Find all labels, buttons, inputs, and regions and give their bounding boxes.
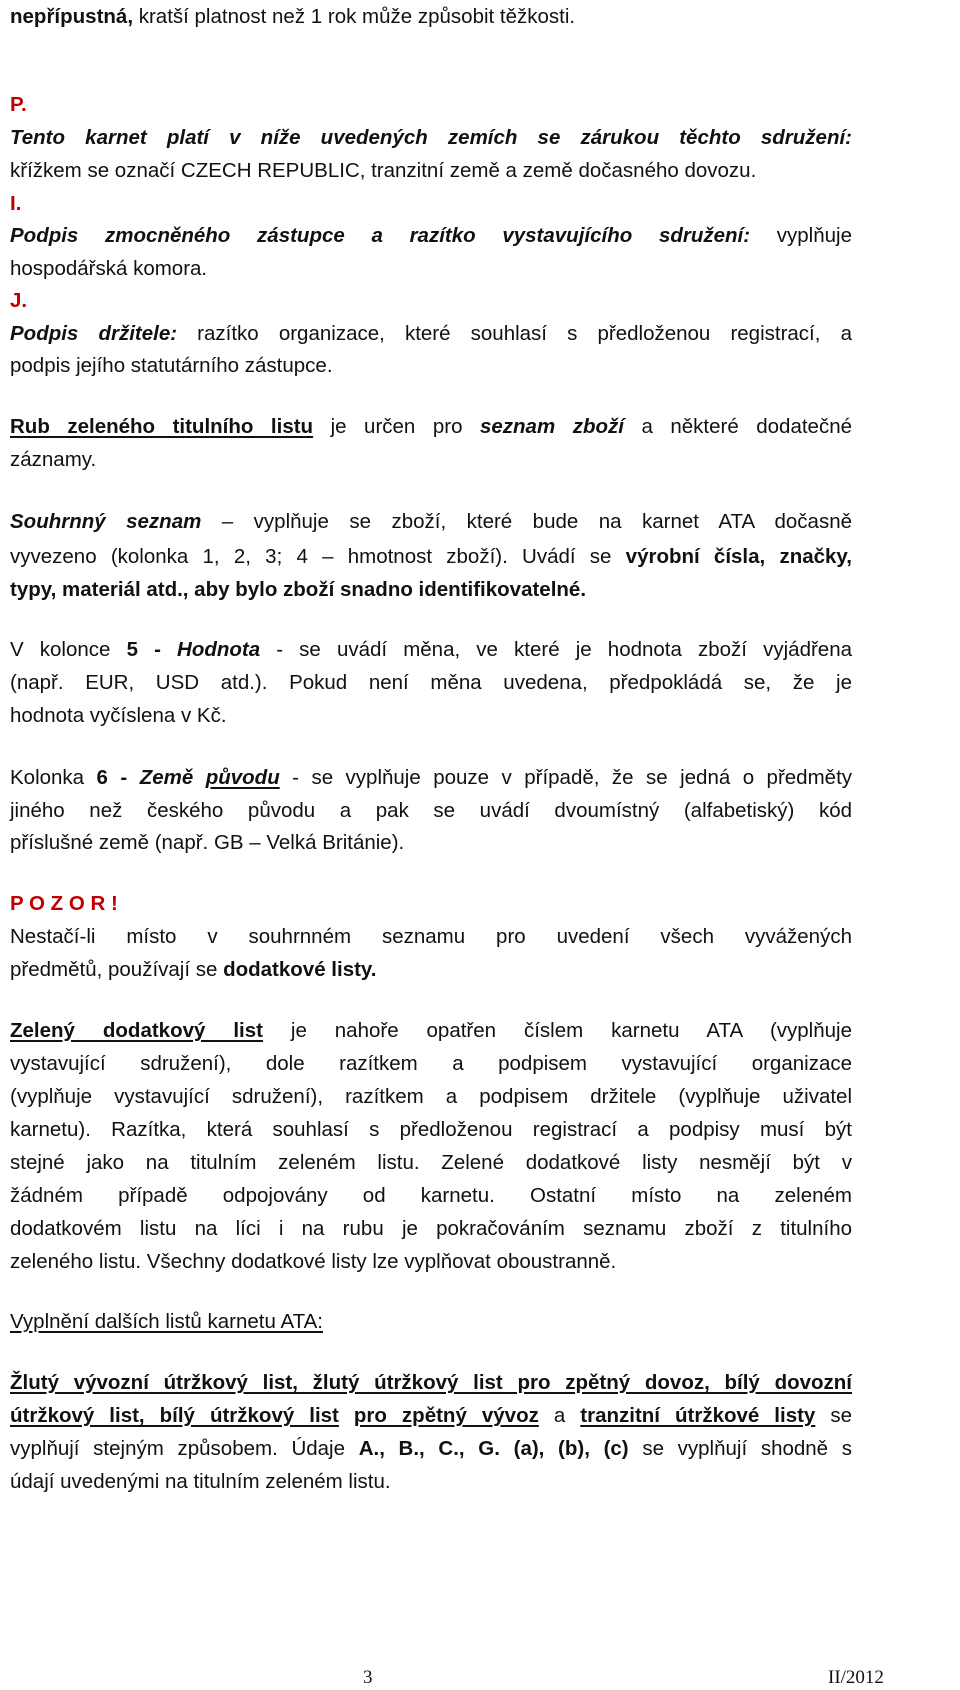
pozor-line2: předmětů, používají se dodatkové listy. <box>10 958 377 981</box>
section-p-lead: Tento karnet platí v níže uvedených zemích se zárukou těchto sdružení: <box>10 126 852 149</box>
pozor-line1: Nestačí-li místo v souhrnném seznamu pro uvedení všech vyvážených <box>10 925 852 948</box>
section-j-text: podpis jejího statutárního zástupce. <box>10 354 333 377</box>
intro-line: nepřípustná, kratší platnost než 1 rok může způsobit těžkosti. <box>10 5 576 28</box>
pozor-heading: P O Z O R ! <box>10 892 118 915</box>
souhrnny-line2: vyvezeno (kolonka 1, 2, 3; 4 – hmotnost zboží). Uvádí se výrobní čísla, značky, <box>10 545 852 568</box>
section-i-lead: Podpis zmocněného zástupce a razítko vystavujícího sdružení: vyplňuje <box>10 224 852 247</box>
zeleny-line6: žádném případě odpojovány od karnetu. Ostatní místo na zeleném <box>10 1184 852 1207</box>
zeleny-line1: Zelený dodatkový list je nahoře opatřen číslem karnetu ATA (vyplňuje <box>10 1019 852 1042</box>
zluty-line1: Žlutý vývozní útržkový list, žlutý útržkový list pro zpětný dovoz, bílý dovozní <box>10 1371 852 1394</box>
zeleny-line5: stejné jako na titulním zeleném listu. Zelené dodatkové listy nesmějí být v <box>10 1151 852 1174</box>
zeleny-line8: zeleného listu. Všechny dodatkové listy lze vyplňovat oboustranně. <box>10 1250 617 1273</box>
souhrnny-line1: Souhrnný seznam – vyplňuje se zboží, které bude na karnet ATA dočasně <box>10 510 852 533</box>
section-p-text: křížkem se označí CZECH REPUBLIC, tranzitní země a země dočasného dovozu. <box>10 159 757 182</box>
section-j-letter: J. <box>10 289 28 312</box>
zeleny-line7: dodatkovém listu na líci i na rubu je pokračováním seznamu zboží z titulního <box>10 1217 852 1240</box>
section-j-lead: Podpis držitele: razítko organizace, které souhlasí s předloženou registrací, a <box>10 322 852 345</box>
rub-paragraph-line2: záznamy. <box>10 448 97 471</box>
section-i-letter: I. <box>10 192 22 215</box>
rub-paragraph-line1: Rub zeleného titulního listu je určen pro seznam zboží a některé dodatečné <box>10 415 852 438</box>
vyplneni-heading: Vyplnění dalších listů karnetu ATA: <box>10 1310 323 1333</box>
zluty-line2: útržkový list, bílý útržkový list pro zpětný vývoz a tranzitní útržkové listy se <box>10 1404 852 1427</box>
kolonka5-line3: hodnota vyčíslena v Kč. <box>10 704 227 727</box>
kolonka6-line2: jiného než českého původu a pak se uvádí dvoumístný (alfabetiský) kód <box>10 799 852 822</box>
section-p-letter: P. <box>10 93 27 116</box>
kolonka6-line3: příslušné země (např. GB – Velká Británie). <box>10 831 405 854</box>
page-number: 3 <box>363 1667 373 1688</box>
kolonka5-line2: (např. EUR, USD atd.). Pokud není měna uvedena, předpokládá se, že je <box>10 671 852 694</box>
zeleny-line2: vystavující sdružení), dole razítkem a podpisem vystavující organizace <box>10 1052 852 1075</box>
zluty-line4: údají uvedenými na titulním zeleném listu. <box>10 1470 391 1493</box>
zeleny-line4: karnetu). Razítka, která souhlasí s předloženou registrací a podpisy musí být <box>10 1118 852 1141</box>
edition-label: II/2012 <box>828 1667 884 1688</box>
section-i-text: hospodářská komora. <box>10 257 208 280</box>
kolonka5-line1: V kolonce 5 - Hodnota - se uvádí měna, ve které je hodnota zboží vyjádřena <box>10 638 852 661</box>
zeleny-line3: (vyplňuje vystavující sdružení), razítkem a podpisem držitele (vyplňuje uživatel <box>10 1085 852 1108</box>
souhrnny-line3: typy, materiál atd., aby bylo zboží snadno identifikovatelné. <box>10 578 587 601</box>
zluty-line3: vyplňují stejným způsobem. Údaje A., B., C., G. (a), (b), (c) se vyplňují shodně s <box>10 1437 853 1460</box>
kolonka6-line1: Kolonka 6 - Země původu - se vyplňuje pouze v případě, že se jedná o předměty <box>10 766 853 789</box>
